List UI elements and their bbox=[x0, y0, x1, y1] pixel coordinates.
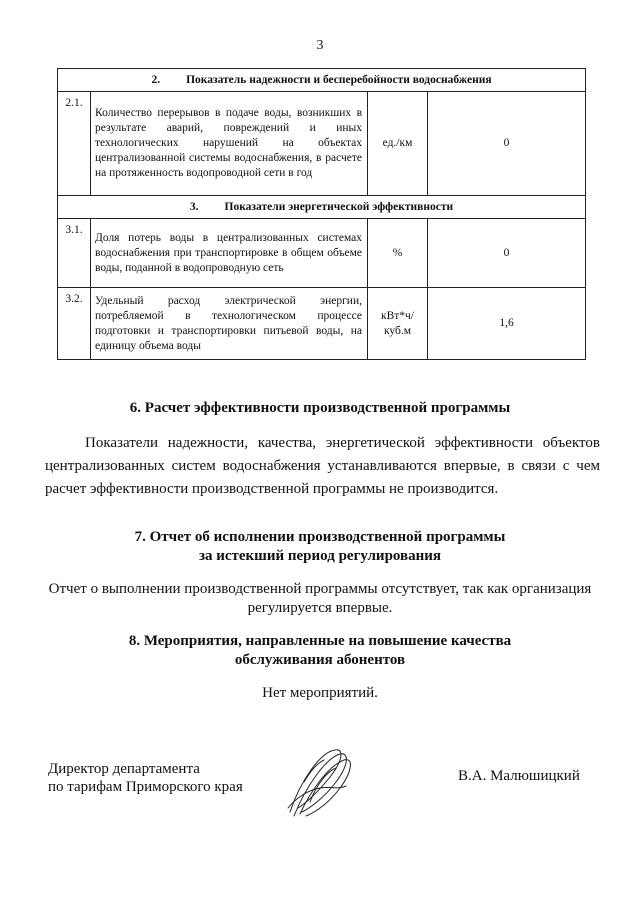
section-7-heading-line1: 7. Отчет об исполнении производственной программы bbox=[134, 529, 506, 545]
section-3-number: 3. bbox=[189, 200, 199, 213]
row-description: Доля потерь воды в централизованных системах водоснабжения при транспортировке в общем объеме воды, поданной в водопроводную сеть bbox=[91, 219, 368, 288]
signer-title-line2: по тарифам Приморского края bbox=[48, 779, 243, 795]
row-unit: кВт*ч/ куб.м bbox=[368, 288, 428, 360]
section-8-heading-line2: обслуживания абонентов bbox=[234, 652, 406, 668]
row-number: 2.1. bbox=[58, 92, 91, 196]
row-description: Удельный расход электрической энергии, потребляемой в технологическом процессе подготовки и транспортировки питьевой воды, на единицу объема воды bbox=[91, 288, 368, 360]
row-unit: ед./км bbox=[368, 92, 428, 196]
row-value: 0 bbox=[428, 92, 586, 196]
table-row bbox=[58, 288, 586, 360]
section-6-text: Показатели надежности, качества, энергетической эффективности объектов централизованных систем водоснабжения устанавливаются впервые, в связи с чем расчет эффективности производственной программы не производится. bbox=[45, 435, 600, 497]
table-row bbox=[58, 219, 586, 288]
row-value: 0 bbox=[428, 219, 586, 288]
section-2-header-row bbox=[58, 69, 586, 92]
section-2-number: 2. bbox=[151, 73, 161, 86]
indicators-table bbox=[57, 68, 586, 360]
section-6-heading: 6. Расчет эффективности производственной программы bbox=[129, 400, 511, 416]
row-unit: % bbox=[368, 219, 428, 288]
section-3-title: Показатели энергетической эффективности bbox=[224, 200, 454, 213]
row-description: Количество перерывов в подаче воды, возникших в результате аварий, повреждений и иных технологических нарушений на объектах централизованной системы водоснабжения, в расчете на протяженность водопроводной сети в год bbox=[91, 92, 368, 196]
section-3-header bbox=[58, 196, 586, 219]
signer-name: В.А. Малюшицкий bbox=[458, 768, 580, 784]
row-number: 3.2. bbox=[58, 288, 91, 360]
table-row bbox=[58, 92, 586, 196]
section-2-title: Показатель надежности и бесперебойности водоснабжения bbox=[186, 73, 492, 86]
row-value: 1,6 bbox=[428, 288, 586, 360]
page-number: 3 bbox=[316, 38, 324, 53]
signer-title-line1: Директор департамента bbox=[48, 761, 200, 777]
handwritten-signature bbox=[280, 742, 360, 822]
section-7-heading-line2: за истекший период регулирования bbox=[198, 548, 442, 564]
section-8-text: Нет мероприятий. bbox=[262, 685, 378, 701]
row-number: 3.1. bbox=[58, 219, 91, 288]
section-8-heading-line1: 8. Мероприятия, направленные на повышение качества bbox=[128, 633, 512, 649]
section-2-header bbox=[58, 69, 586, 92]
signer-title bbox=[48, 760, 243, 796]
section-7-text: Отчет о выполнении производственной программы отсутствует, так как организация регулируется впервые. bbox=[48, 581, 592, 616]
section-3-header-row bbox=[58, 196, 586, 219]
